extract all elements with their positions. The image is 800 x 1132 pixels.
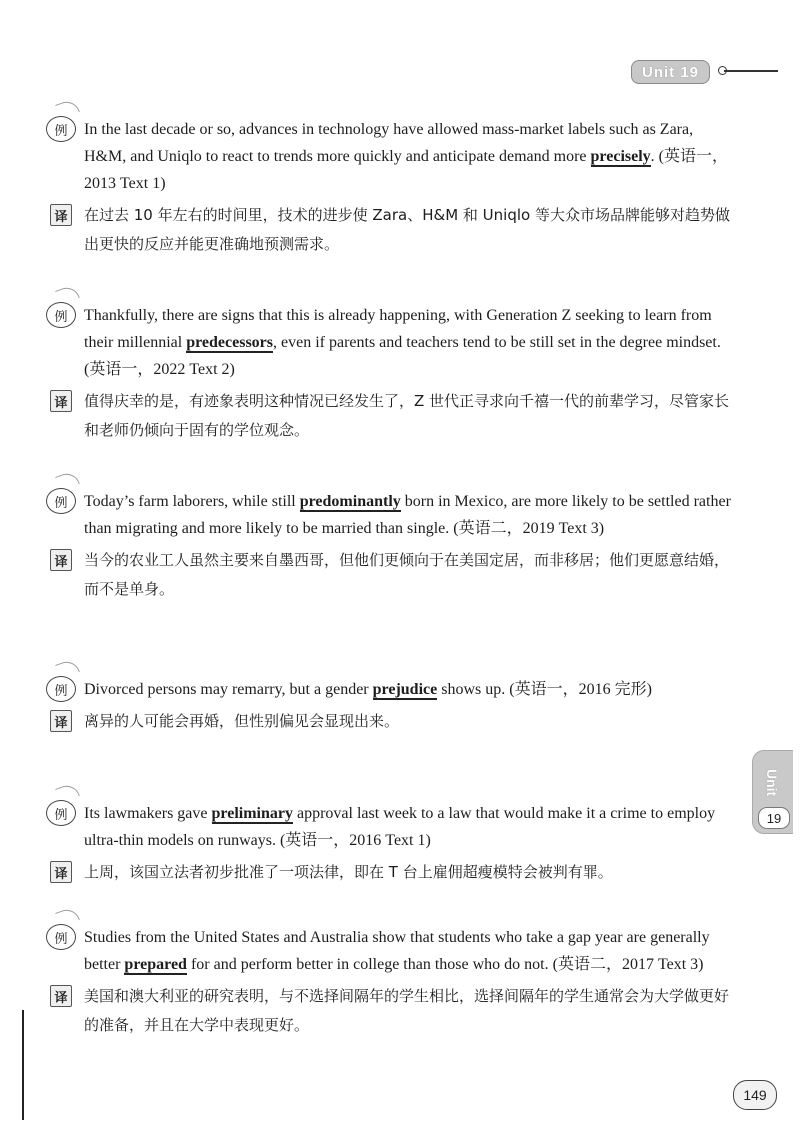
example-sentence: 例 Studies from the United States and Australia show that students who take a gap year are generally better prepared for and perform better in college than those who do not. (英语二，2017 Text 3) (44, 924, 734, 978)
example-icon: 例 (46, 800, 76, 826)
keyword: prejudice (372, 681, 438, 698)
translation-icon: 译 (50, 549, 72, 571)
page-number: 149 (733, 1080, 777, 1110)
translation-icon: 译 (50, 710, 72, 732)
side-tab-number: 19 (758, 807, 790, 829)
example-icon: 例 (46, 676, 76, 702)
example-sentence: 例 Its lawmakers gave preliminary approval last week to a law that would make it a crime to employ ultra-thin models on runways. (英语一，2016 Text 1) (44, 800, 734, 854)
example-entry (44, 924, 734, 1040)
example-entry (44, 116, 734, 259)
translation-icon: 译 (50, 204, 72, 226)
example-entry (44, 302, 734, 445)
translation: 译 当今的农业工人虽然主要来自墨西哥，但他们更倾向于在美国定居，而非移居；他们更愿意结婚，而不是单身。 (44, 546, 734, 604)
unit-badge: Unit 19 (631, 60, 710, 84)
keyword: precisely (590, 148, 651, 165)
example-sentence: 例 Today’s farm laborers, while still predominantly born in Mexico, are more likely to be settled rather than migrating and more likely to be married than single. (英语二，2019 Text 3) (44, 488, 734, 542)
translation-icon: 译 (50, 861, 72, 883)
header-ornament-line (724, 70, 778, 72)
example-icon: 例 (46, 302, 76, 328)
keyword: prepared (124, 956, 187, 973)
translation: 译 上周，该国立法者初步批准了一项法律，即在 T 台上雇佣超瘦模特会被判有罪。 (44, 858, 734, 887)
translation-icon: 译 (50, 985, 72, 1007)
example-icon: 例 (46, 924, 76, 950)
example-entry (44, 488, 734, 604)
example-icon: 例 (46, 488, 76, 514)
example-entry (44, 800, 734, 887)
translation: 译 在过去 10 年左右的时间里，技术的进步使 Zara、H&M 和 Uniqlo 等大众市场品牌能够对趋势做出更快的反应并能更准确地预测需求。 (44, 201, 734, 259)
example-sentence: 例 Divorced persons may remarry, but a gender prejudice shows up. (英语一，2016 完形) (44, 676, 734, 703)
page-margin-rule (22, 1010, 24, 1120)
translation: 译 值得庆幸的是，有迹象表明这种情况已经发生了，Z 世代正寻求向千禧一代的前辈学习，尽管家长和老师仍倾向于固有的学位观念。 (44, 387, 734, 445)
keyword: preliminary (211, 805, 293, 822)
unit-side-tab[interactable] (752, 750, 793, 834)
translation: 译 离异的人可能会再婚，但性别偏见会显现出来。 (44, 707, 734, 736)
example-sentence: 例 In the last decade or so, advances in technology have allowed mass-market labels such as Zara, H&M, and Uniqlo to react to trends more quickly and anticipate demand more precisely. (英语一，2013 Text 1) (44, 116, 734, 197)
example-icon: 例 (46, 116, 76, 142)
side-tab-label: Unit (764, 769, 780, 797)
keyword: predecessors (186, 334, 273, 351)
translation-icon: 译 (50, 390, 72, 412)
example-entry (44, 676, 734, 736)
example-sentence: 例 Thankfully, there are signs that this is already happening, with Generation Z seeking to learn from their millennial predecessors, even if parents and teachers tend to be still set in the degree mindset. (英语一，2022 Text 2) (44, 302, 734, 383)
keyword: predominantly (299, 493, 401, 510)
translation: 译 美国和澳大利亚的研究表明，与不选择间隔年的学生相比，选择间隔年的学生通常会为大学做更好的准备，并且在大学中表现更好。 (44, 982, 734, 1040)
